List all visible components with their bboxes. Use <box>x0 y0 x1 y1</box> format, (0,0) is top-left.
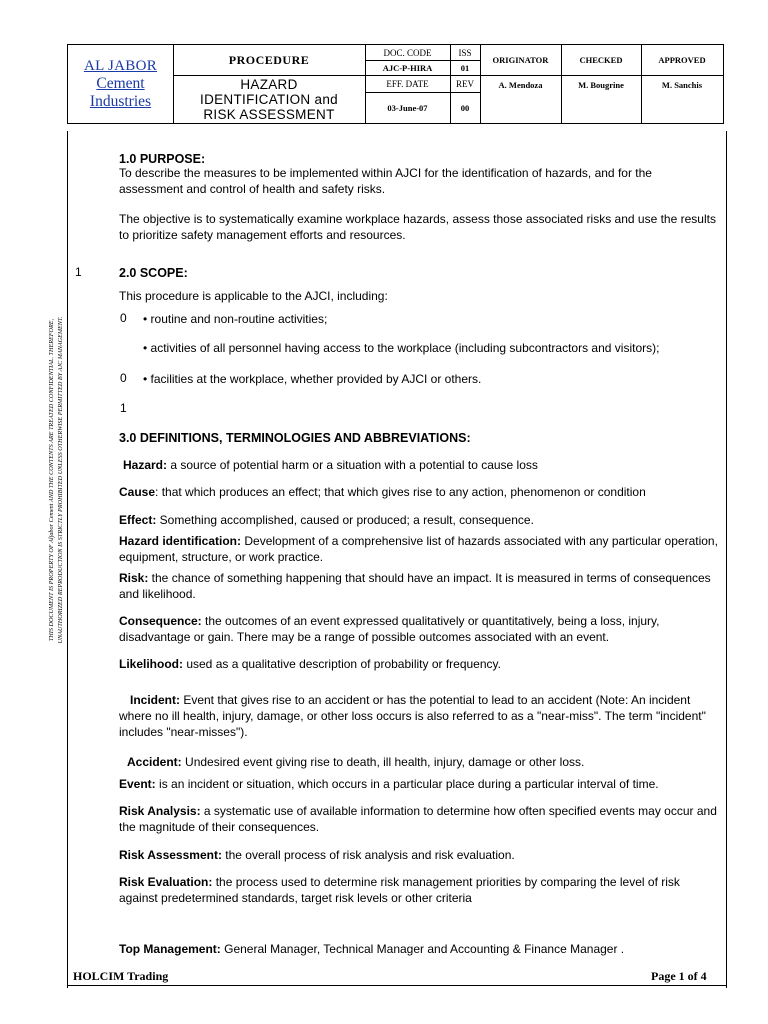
purpose-paragraph-2: The objective is to systematically examine workplace hazards, assess those associated risks and use the results to prioritize safety management efforts and resources. <box>119 212 716 242</box>
definition-risk-analysis <box>119 803 719 835</box>
definition-consequence <box>119 613 719 645</box>
iss-value: 01 <box>460 62 470 73</box>
definition-text: Undesired event giving rise to death, ill health, injury, damage or other loss. <box>181 755 585 769</box>
scope-bullet-2: • activities of all personnel having access to the workplace (including subcontractors and visitors); <box>143 341 660 355</box>
scope-intro: This procedure is applicable to the AJCI, including: <box>119 289 388 303</box>
checked-value: M. Bougrine <box>578 80 624 90</box>
definition-term: Cause <box>119 485 156 499</box>
procedure-title-line-1: HAZARD <box>240 76 298 92</box>
definition-term: Consequence: <box>119 614 202 628</box>
procedure-title <box>173 75 365 123</box>
eff-date-value: 03-June-07 <box>387 102 428 113</box>
approved-value: M. Sanchis <box>661 80 703 90</box>
confidentiality-notice <box>47 180 71 780</box>
definitions-heading: 3.0 DEFINITIONS, TERMINOLOGIES AND ABBREVIATIONS: <box>119 431 471 445</box>
definition-term: Event: <box>119 777 156 791</box>
definition-risk-evaluation <box>119 874 719 906</box>
definition-term: Incident: <box>130 693 180 707</box>
definition-term: Hazard: <box>123 458 168 472</box>
definition-term: Risk Assessment: <box>119 848 222 862</box>
eff-date-label: EFF. DATE <box>386 78 429 89</box>
definition-text: used as a qualitative description of probability or frequency. <box>183 657 501 671</box>
footer-page-number: Page 1 of 4 <box>651 969 707 983</box>
rev-label: REV <box>456 78 474 89</box>
definition-term: Accident: <box>127 755 182 769</box>
scope-heading: 2.0 SCOPE: <box>119 266 188 280</box>
definition-risk-assessment <box>119 847 719 863</box>
approved-label: APPROVED <box>658 55 706 65</box>
definition-likelihood <box>119 656 719 672</box>
iss-label: ISS <box>458 47 472 58</box>
definition-text: Development of a comprehensive list of hazards associated with any particular operation, equipment, structure, or work practice. <box>119 534 718 564</box>
definition-term: Risk: <box>119 571 149 585</box>
definition-term: Top Management: <box>119 942 221 956</box>
rev-value: 00 <box>460 102 470 113</box>
company-name-line-1: AL JABOR <box>83 58 158 74</box>
definition-text: the process used to determine risk management priorities by comparing the level of risk against predetermined standards, target risk levels or other criteria <box>119 875 680 905</box>
originator-value: A. Mendoza <box>498 80 543 90</box>
scope-bullet-1: • routine and non-routine activities; <box>143 312 328 326</box>
confidentiality-notice-line-2: UNAUTHORIZED REPRODUCTION IS STRICTLY PROHIBITED UNLESS OTHERWISE PERMITTED BY AJC MANAGEMENT. <box>57 316 64 644</box>
definition-text: the outcomes of an event expressed qualitatively or quantitatively, being a loss, injury, disadvantage or gain. There may be a range of possible outcomes associated with an event. <box>119 614 660 644</box>
company-name-line-3: Industries <box>89 93 152 110</box>
definition-incident <box>119 692 719 740</box>
definition-risk <box>119 570 719 602</box>
company-name[interactable] <box>68 45 173 123</box>
scope-bullet-3: • facilities at the workplace, whether provided by AJCI or others. <box>143 372 482 386</box>
definition-text: is an incident or situation, which occurs in a particular place during a particular interval of time. <box>155 777 659 791</box>
definition-hazard <box>123 457 723 473</box>
stray-number: 1 <box>120 401 127 415</box>
purpose-heading: 1.0 PURPOSE: <box>119 152 206 166</box>
definition-text: Something accomplished, caused or produced; a result, consequence. <box>156 513 534 527</box>
definition-term: Likelihood: <box>119 657 183 671</box>
procedure-title-line-2: IDENTIFICATION and <box>200 91 338 107</box>
definition-text: General Manager, Technical Manager and Accounting & Finance Manager . <box>220 942 625 956</box>
doc-code-label: DOC. CODE <box>383 47 432 58</box>
definition-text: a source of potential harm or a situation with a potential to cause loss <box>167 458 538 472</box>
company-name-line-2: Cement <box>96 75 145 92</box>
originator-label: ORIGINATOR <box>492 55 549 65</box>
definition-event <box>119 776 719 792</box>
footer-rule <box>67 985 727 986</box>
definition-text: a systematic use of available information to determine how often specified events may occur and the magnitude of their consequences. <box>119 804 717 834</box>
definition-hazard-identification <box>119 533 719 565</box>
definition-text: Event that gives rise to an accident or has the potential to lead to an accident (Note: An incident where no ill health, injury, damage, or other loss occurs is also referred to as a "near-miss". The term "incident" includes "near-misses"). <box>119 693 706 739</box>
definition-cause <box>119 484 719 500</box>
procedure-label: PROCEDURE <box>228 52 310 67</box>
definition-top-management <box>119 941 719 957</box>
definition-text: : that which produces an effect; that which gives rise to any action, phenomenon or condition <box>155 485 646 499</box>
procedure-title-line-3: RISK ASSESSMENT <box>203 106 335 122</box>
definition-term: Risk Evaluation: <box>119 875 213 889</box>
doc-code-value: AJC-P-HIRA <box>382 62 433 73</box>
footer-company: HOLCIM Trading <box>73 969 169 983</box>
definition-term: Hazard identification: <box>119 534 242 548</box>
definition-term: Risk Analysis: <box>119 804 201 818</box>
definition-accident <box>127 754 727 770</box>
scope-bullet-1-number: 0 <box>120 311 127 325</box>
scope-bullet-3-number: 0 <box>120 371 127 385</box>
definition-text: the overall process of risk analysis and risk evaluation. <box>221 848 515 862</box>
definition-text: the chance of something happening that should have an impact. It is measured in terms of consequences and likelihood. <box>119 571 711 601</box>
scope-number: 1 <box>75 265 82 279</box>
document-header-table <box>67 44 724 124</box>
definition-term: Effect: <box>119 513 157 527</box>
confidentiality-notice-line-1: THIS DOCUMENT IS PROPERTY OF Aljabor Cement AND THE CONTENTS ARE TREATED CONFIDENTIAL. THEREFORE, <box>48 318 55 642</box>
purpose-paragraph-1: To describe the measures to be implemented within AJCI for the identification of hazards, and for the assessment and control of health and safety risks. <box>119 166 652 196</box>
definition-effect <box>119 512 719 528</box>
checked-label: CHECKED <box>579 55 623 65</box>
